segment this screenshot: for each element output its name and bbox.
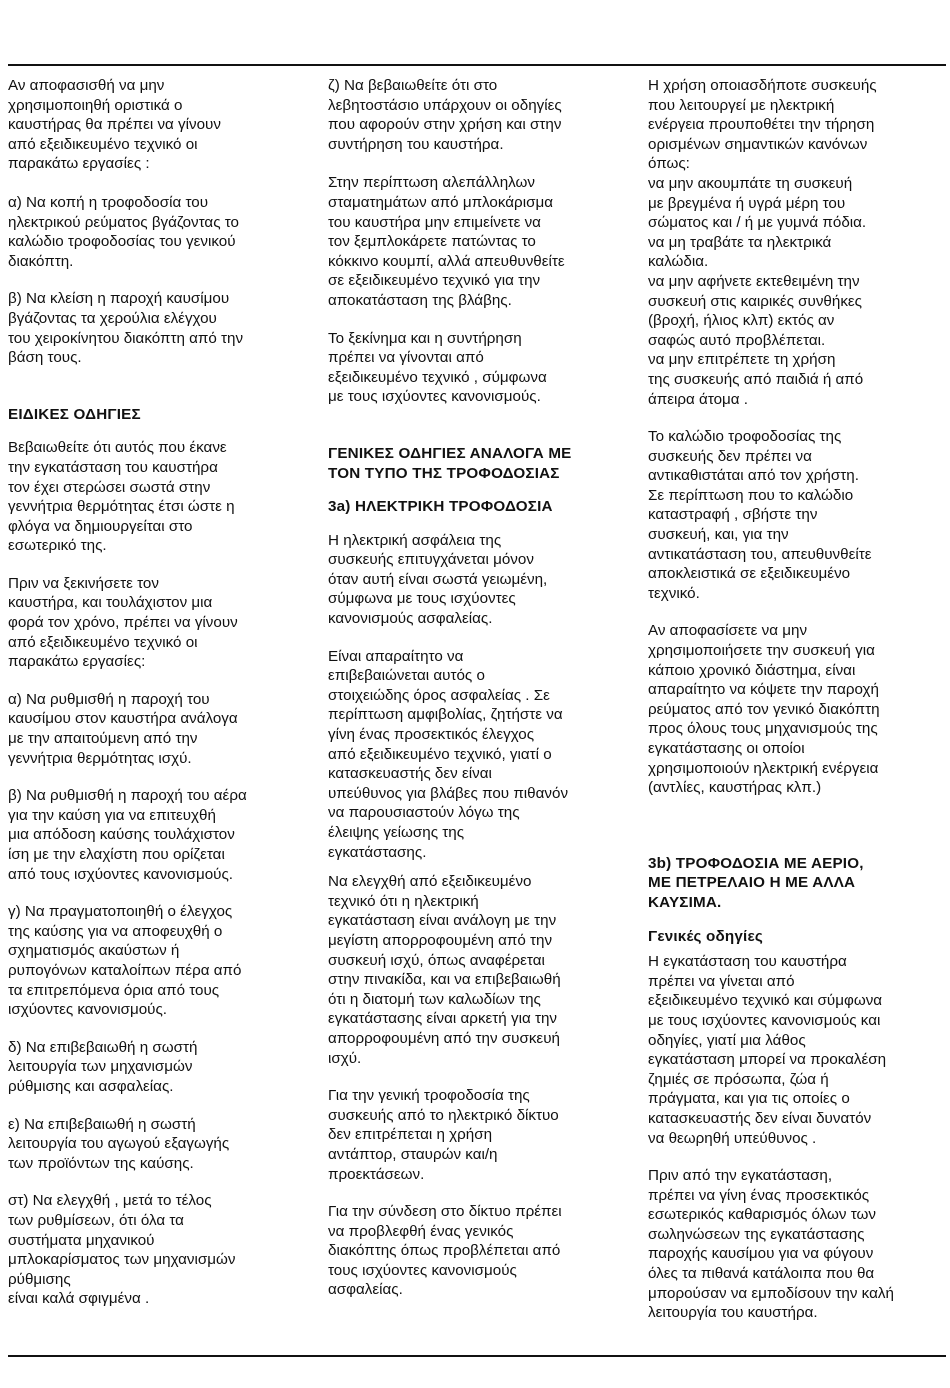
paragraph: στ) Να ελεγχθή , μετά το τέλος των ρυθμίσεων, ότι όλα τα συστήματα μηχανικού μπλοκαρίσματος των μηχανισμών ρύθμισης είναι καλά σφιγμένα . (8, 1192, 236, 1308)
paragraph: Το καλώδιο τροφοδοσίας της συσκευής δεν πρέπει να αντικαθιστάται από τον χρήστη. Σε περίπτωση που το καλώδιο καταστραφή , σβήστε την συσκευή, και, για την αντικατάσταση του, απευθυνθείτε αποκλειστικά σε εξειδικευμένο τεχνικό. (648, 428, 872, 602)
paragraph: Αν αποφασίσετε να μην χρησιμοποιήσετε την συσκευή για κάποιο χρονικό διάστημα, είναι απαραίτητο να κόψετε την παροχή ρεύματος από τον γενικό διακόπτη προς όλους τους μηχανισμούς της εγκατάστασης οι οποίοι χρησιμοποιούν ηλεκτρική ενέργεια (αντλίες, καυστήρας κλπ.) (648, 622, 880, 797)
paragraph: ζ) Να βεβαιωθείτε ότι στο λεβητοστάσιο υπάρχουν οι οδηγίες που αφορούν στην χρήση και στην συντήρηση του καυστήρα. (328, 77, 562, 153)
subsection-heading: Γενικές οδηγίες (648, 927, 763, 945)
paragraph: Η εγκατάσταση του καυστήρα πρέπει να γίνεται από εξειδικευμένο τεχνικό και σύμφωνα με τους ισχύοντες κανονισμούς και οδηγίες, γιατί μια λάθος εγκατάσταση μπορεί να προκαλέση ζημιές σε πρόσωπα, ζώα ή πράγματα, και για τις οποίες ο κατασκευαστής δεν είναι δυνατόν να θεωρηθή υπεύθυνος . (648, 953, 887, 1147)
paragraph: Για την σύνδεση στο δίκτυο πρέπει να προβλεφθή ένας γενικός διακόπτης όπως προβλέπεται από τους ισχύοντες κανονισμούς ασφαλείας. (328, 1203, 562, 1299)
paragraph: Για την γενική τροφοδοσία της συσκευής από το ηλεκτρικό δίκτυο δεν επιτρέπεται η χρήση αντάπτορ, σταυρών και/η προεκτάσεων. (328, 1087, 559, 1183)
subsection-heading: 3a) ΗΛΕΚΤΡΙΚΗ ΤΡΟΦΟΔΟΣΙΑ (328, 498, 553, 516)
paragraph: β) Να κλείση η παροχή καυσίμου βγάζοντας τα χερούλια ελέγχου του χειροκίνητου διακόπτη από την βάση τους. (8, 290, 244, 367)
section-heading: ΓΕΝΙΚΕΣ ΟΔΗΓΙΕΣ ΑΝΑΛΟΓΑ ΜΕ ΤΟΝ ΤΥΠΟ ΤΗΣ ΤΡΟΦΟΔΟΣΙΑΣ (328, 444, 572, 482)
paragraph: β) Να ρυθμισθή η παροχή του αέρα για την καύση για να επιτευχθή μια απόδοση καύσης τουλάχιστον ίση με την ελαχίστη που ορίζεται από τους ισχύοντες κανονισμούς. (8, 787, 247, 883)
paragraph: Στην περίπτωση αλεπάλληλων σταματημάτων από μπλοκάρισμα του καυστήρα μην επιμείνετε να τον ξεμπλοκάρετε πατώντας το κόκκινο κουμπί, αλλά απευθυνθείτε σε εξειδικευμένο τεχνικό για την αποκατάσταση της βλάβης. (328, 174, 565, 309)
paragraph: Η ηλεκτρική ασφάλεια της συσκευής επιτυγχάνεται μόνον όταν αυτή είναι σωστά γειωμένη, σύμφωνα με τους ισχύοντες κανονισμούς ασφαλείας. (328, 531, 548, 628)
column-left (8, 76, 308, 1309)
paragraph: Αν αποφασισθή να μην χρησιμοποιηθή οριστικά ο καυστήρας θα πρέπει να γίνουν από εξειδικευμένο τεχνικό οι παρακάτω εργασίες : (8, 77, 221, 173)
paragraph: ε) Να επιβεβαιωθή η σωστή λειτουργία του αγωγού εξαγωγής των προϊόντων της καύσης. (8, 1115, 230, 1172)
bottom-rule (8, 1355, 946, 1357)
top-rule (8, 64, 946, 66)
paragraph: Βεβαιωθείτε ότι αυτός που έκανε την εγκατάσταση του καυστήρα τον έχει στερώσει σωστά στην γεννήτρια θερμότητας έτσι ώστε η φλόγα να δημιουργείται στο εσωτερικό της. (8, 439, 235, 555)
paragraph: Η χρήση οποιασδήποτε συσκευής που λειτουργεί με ηλεκτρική ενέργεια προυποθέτει την τήρηση ορισμένων σημαντικών κανόνων όπως: να μην ακουμπάτε τη συσκευή με βρεγμένα ή υγρά μέρη του σώματος και / ή με γυμνά πόδια. να μη τραβάτε τα ηλεκτρικά καλώδια. να μην αφήνετε εκτεθειμένη την συσκευή στις καιρικές συνθήκες (βροχή, ήλιος κλπ) εκτός αν σαφώς αυτό προβλέπεται. να μην επιτρέπετε τη χρήση της συσκευής από παιδιά ή από άπειρα άτομα . (648, 77, 877, 408)
paragraph: Το ξεκίνημα και η συντήρηση πρέπει να γίνονται από εξειδικευμένο τεχνικό , σύμφωνα με τους ισχύοντες κανονισμούς. (328, 329, 547, 406)
column-right (648, 76, 944, 1323)
paragraph: Είναι απαραίτητο να επιβεβαιώνεται αυτός ο στοιχειώδης όρος ασφαλείας . Σε περίπτωση αμφιβολίας, ζητήστε να γίνη ένας προσεκτικός έλεγχος από εξειδικευμένο τεχνικό, γιατί ο κατασκευαστής δεν είναι υπεύθυνος για βλάβες που πιθανόν να παρουσιαστούν λόγω της έλειψης γείωσης της εγκατάστασης. (328, 647, 569, 861)
paragraph: Πριν από την εγκατάσταση, πρέπει να γίνη ένας προσεκτικός εσωτερικός καθαρισμός όλων των σωληνώσεων της εγκατάστασης παροχής καυσίμου για να φύγουν όλες τα πιθανά κατάλοιπα που θα μπορούσαν να εμποδίσουν την καλή λειτουργία του καυστήρα. (648, 1167, 894, 1322)
column-middle (328, 76, 620, 1300)
paragraph: γ) Να πραγματοποιηθή ο έλεγχος της καύσης για να αποφευχθή ο σχηματισμός ακαύστων ή ρυπογόνων καταλοίπων πέρα από τα επιτρεπόμενα όρια από τους ισχύοντες κανονισμούς. (8, 903, 242, 1019)
paragraph: Να ελεγχθή από εξειδικευμένο τεχνικό ότι η ηλεκτρική εγκατάσταση είναι ανάλογη με την μεγίστη απορροφουμένη από την συσκευή ισχύ, όπως αναφέρεται στην πινακίδα, και να επιβεβαιωθή ότι η διατομή των καλωδίων της εγκατάστασης είναι αρκετή για την απορροφουμένη από την συσκευή ισχύ. (328, 873, 561, 1067)
paragraph: δ) Να επιβεβαιωθή η σωστή λειτουργία των μηχανισμών ρύθμισης και ασφαλείας. (8, 1038, 198, 1095)
section-heading: ΕΙΔΙΚΕΣ ΟΔΗΓΙΕΣ (8, 405, 141, 423)
paragraph: α) Να κοπή η τροφοδοσία του ηλεκτρικού ρεύματος βγάζοντας το καλώδιο τροφοδοσίας του γενικού διακόπτη. (8, 193, 239, 270)
paragraph: Πριν να ξεκινήσετε τον καυστήρα, και τουλάχιστον μια φορά τον χρόνο, πρέπει να γίνουν από εξειδικευμένο τεχνικό οι παρακάτω εργασίες: (8, 574, 238, 671)
paragraph: α) Να ρυθμισθή η παροχή του καυσίμου στον καυστήρα ανάλογα με την απαιτούμενη από την γεννήτρια θερμότητας ισχύ. (8, 690, 238, 767)
section-heading: 3b) ΤΡΟΦΟΔΟΣΙΑ ΜΕ ΑΕΡΙΟ, ΜΕ ΠΕΤΡΕΛΑΙΟ Η ΜΕ ΑΛΛΑ ΚΑΥΣΙΜΑ. (648, 854, 864, 911)
